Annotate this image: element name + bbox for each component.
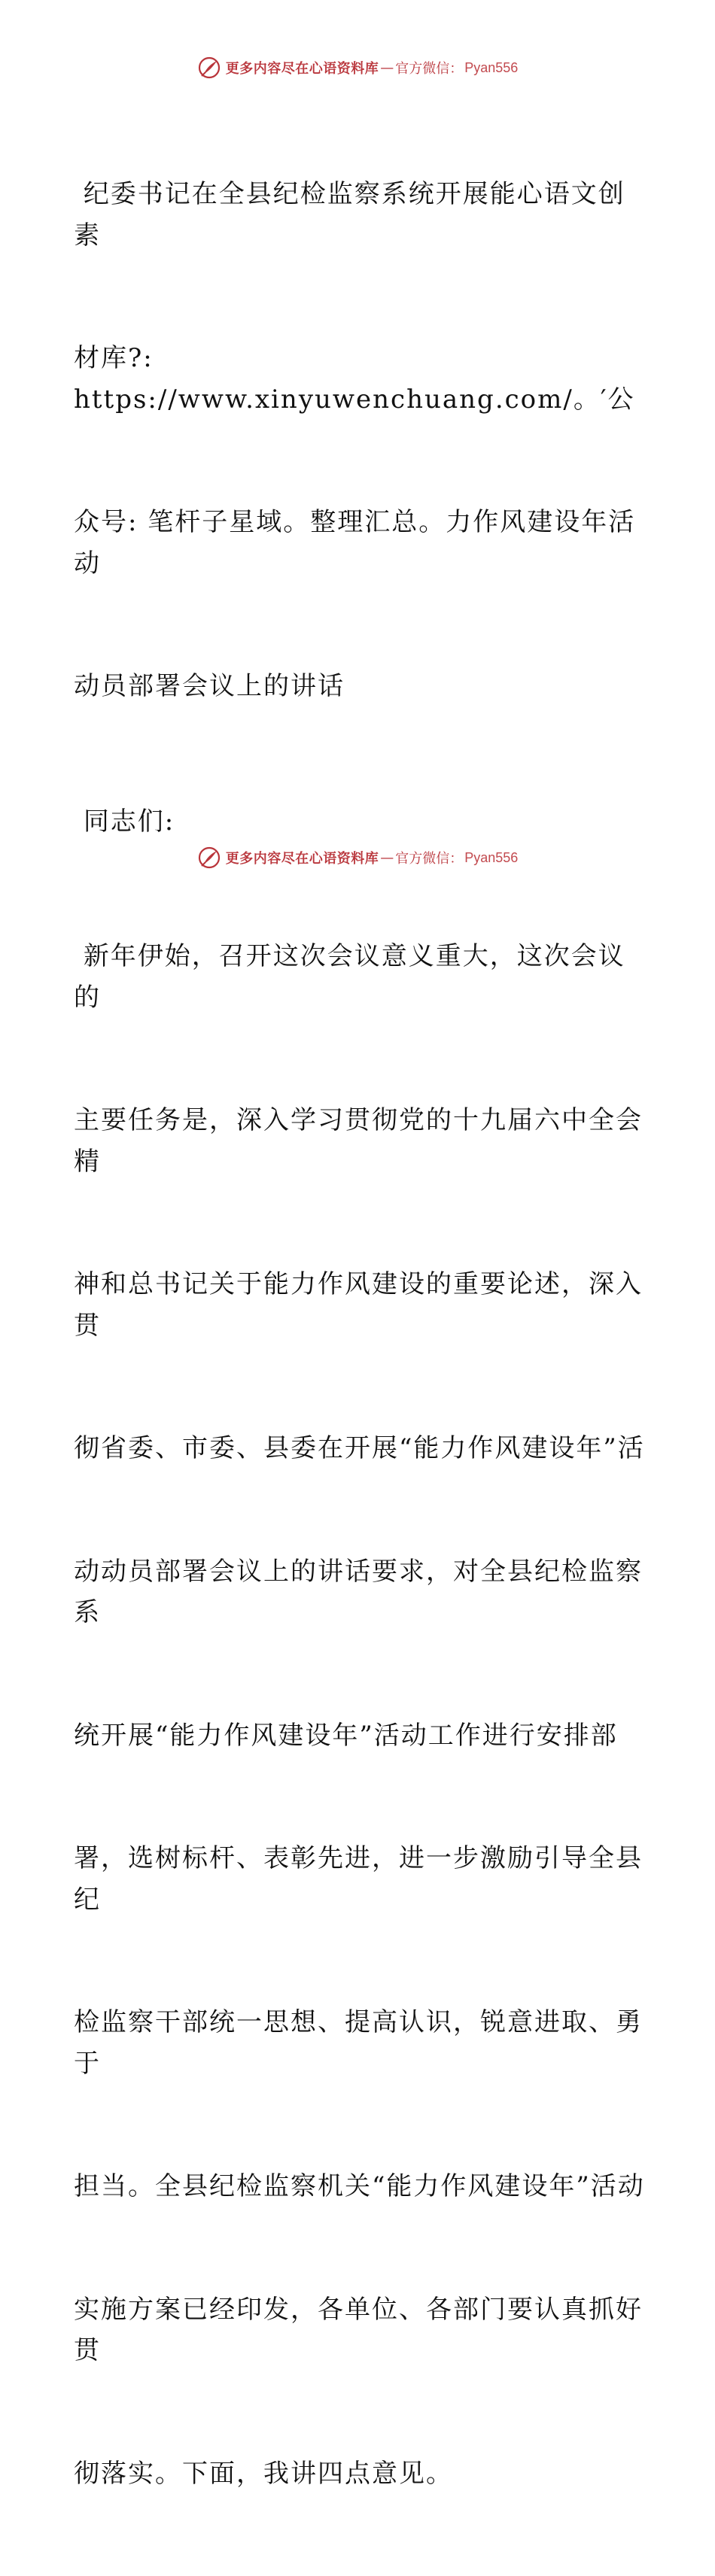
- body-paragraph: [74, 854, 646, 2576]
- title-line: 众号: 笔杆子星域。整理汇总。力作风建设年活动: [74, 507, 636, 579]
- banner-wechat-id: Pyan556: [464, 59, 519, 75]
- banner-wechat-label: 官方微信：: [395, 851, 464, 867]
- body-line: 统开展“能力作风建设年”活动工作进行安排部: [74, 1720, 618, 1751]
- banner-dash: —: [380, 59, 394, 76]
- banner-main-text: 更多内容尽在心语资料库: [225, 851, 379, 867]
- body-line: 署，选树标杆、表彰先进，进一步激励引导全县纪: [74, 1843, 643, 1915]
- body-line: 动动员部署会议上的讲话要求，对全县纪检监察系: [74, 1556, 643, 1627]
- banner-main-text: 更多内容尽在心语资料库: [225, 61, 379, 77]
- footer-watermark-banner: [0, 843, 715, 873]
- body-line: 担当。全县纪检监察机关“能力作风建设年”活动: [74, 2171, 645, 2201]
- title-line: 动员部署会议上的讲话: [74, 671, 345, 701]
- document-body: [74, 92, 646, 2576]
- body-line: 彻落实。下面，我讲四点意见。: [74, 2458, 453, 2489]
- title-line: 材库?: https://www.xinyuwenchuang.com/。′公: [74, 343, 635, 415]
- body-line: 实施方案已经印发，各单位、各部门要认真抓好贯: [74, 2294, 643, 2365]
- body-line: 新年伊始，召开这次会议意义重大，这次会议的: [74, 941, 625, 1013]
- salutation: 同志们:: [74, 806, 175, 837]
- quill-logo-icon: [197, 56, 221, 80]
- body-line: 神和总书记关于能力作风建设的重要论述，深入贯: [74, 1269, 643, 1341]
- banner-wechat-label: 官方微信：: [395, 61, 464, 77]
- banner-wechat-id: Pyan556: [464, 849, 519, 865]
- document-title: [74, 92, 646, 789]
- body-line: 检监察干部统一思想、提高认识，锐意进取、勇于: [74, 2007, 643, 2079]
- body-line: 彻省委、市委、县委在开展“能力作风建设年”活: [74, 1433, 645, 1463]
- header-watermark-banner: [0, 53, 715, 83]
- quill-logo-icon: [197, 846, 221, 870]
- banner-dash: —: [380, 849, 394, 866]
- body-line: 主要任务是，深入学习贯彻党的十九届六中全会精: [74, 1105, 643, 1177]
- title-line: 纪委书记在全县纪检监察系统开展能心语文创素: [74, 179, 625, 251]
